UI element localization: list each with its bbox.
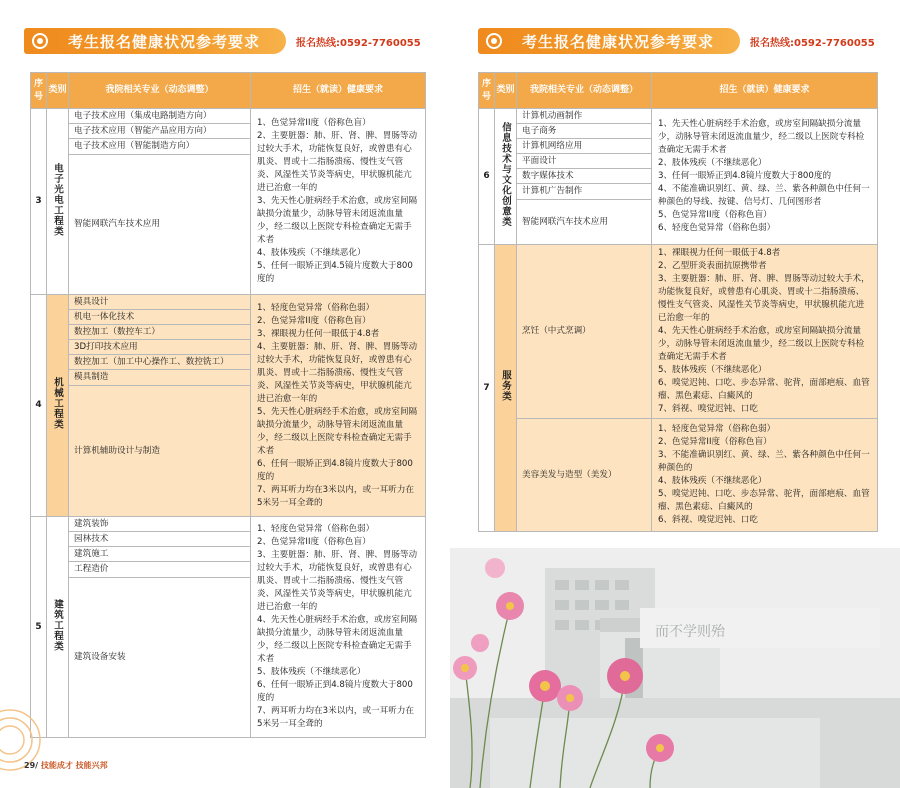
col-spec-header: 我院相关专业（动态调整） [517, 73, 652, 109]
spec-item: 模具设计 [69, 295, 250, 310]
row-category [495, 245, 517, 532]
spec-item: 模具制造 [74, 372, 109, 382]
circle-bullet-icon [32, 33, 48, 49]
spec-item: 美容美发与造型（美发） [517, 419, 652, 532]
signage-text: 而不学则殆 [655, 624, 725, 640]
requirement-text: 1、轻度色觉异常（俗称色弱） 2、色觉异常II度（俗称色盲） 3、不能准确识别红、黄、绿、兰、紫各种颜色中任何一种颜色的 4、肢体残疾（不继续恶化） 5、嗅觉迟钝、口吃、步态异常、驼背，面部疤痕、血管瘤、黑色素痣、白癜风的 6、斜视、嗅觉迟钝、口吃 [652, 419, 878, 532]
row-seq: 4 [31, 295, 47, 517]
category-label: 服务类 [500, 370, 511, 402]
spec-item: 智能网联汽车技术应用 [69, 155, 251, 295]
spec-item: 工程造价 [74, 564, 109, 574]
spec-item: 电子技术应用（集成电路制造方向） [69, 109, 250, 124]
spec-item: 机电一体化技术 [69, 310, 250, 325]
row-seq: 7 [479, 245, 495, 532]
spec-item: 平面设计 [517, 154, 651, 169]
row-seq: 3 [31, 109, 47, 295]
category-label: 信息技术与文化创意类 [500, 122, 511, 227]
col-seq-header: 序号 [479, 73, 495, 109]
table-row [31, 295, 426, 386]
requirement-text: 1、色觉异常II度（俗称色盲） 2、主要脏器：肺、肝、肾、脾、胃肠等动过较大手术，功能恢复良好，或曾患有心肌炎、胃或十二指肠溃疡、慢性支气管炎、风湿性关节炎等病史，甲状腺机能亢进已治愈一年的 3、先天性心脏病经手术治愈，或房室间隔缺损分流量少，动脉导管未闭返流血量少，经二级以上医院专科检查确定无需手术者 4、肢体残疾（不继续恶化） 5、任何一眼矫正到4.5镜片度数大于800度的 [251, 109, 426, 295]
col-req-header: 招生（就读）健康要求 [652, 73, 878, 109]
spec-item: 建筑施工 [69, 547, 250, 562]
category-label: 建筑工程类 [52, 598, 63, 652]
spec-item: 烹饪（中式烹调） [517, 245, 652, 419]
row-category [47, 295, 69, 517]
circle-bullet-icon [486, 33, 502, 49]
table-row [31, 517, 426, 578]
category-label: 电子光电工程类 [52, 162, 63, 237]
table-header-row [31, 73, 426, 109]
spec-item: 数控加工（加工中心操作工、数控铣工） [69, 355, 250, 370]
spec-item: 电子商务 [517, 124, 651, 139]
spec-item: 建筑设备安装 [69, 578, 251, 738]
hotline-text: 报名热线:0592-7760055 [750, 37, 875, 49]
footer [24, 760, 108, 771]
health-requirements-table [478, 72, 878, 532]
page-title: 考生报名健康状况参考要求 [68, 32, 261, 51]
row-seq: 6 [479, 109, 495, 245]
requirement-text: 1、轻度色觉异常（俗称色弱） 2、色觉异常II度（俗称色盲） 3、裸眼视力任何一眼低于4.8者 4、主要脏器：肺、肝、肾、脾、胃肠等动过较大手术，功能恢复良好，或曾患有心肌炎、胃或十二指肠溃疡、慢性支气管炎、风湿性关节炎等病史，甲状腺机能亢进已治愈一年的 5、先天性心脏病经手术治愈，或房室间隔缺损分流量少，动脉导管未闭返流血量少，经二级以上医院专科检查确定无需手术者 6、任何一眼矫正到4.8镜片度数大于800度的 7、两耳听力均在3米以内，或一耳听力在5米另一耳全聋的 [251, 295, 426, 517]
spec-item: 电子技术应用（智能制造方向） [74, 141, 195, 151]
right-header [478, 28, 875, 54]
col-req-header: 招生（就读）健康要求 [251, 73, 426, 109]
footer-slogan: 技能成才 技能兴邦 [40, 761, 108, 770]
table-row [31, 109, 426, 155]
table-row [479, 419, 878, 532]
col-cat-header: 类别 [495, 73, 517, 109]
title-bar [478, 28, 740, 54]
campus-flowers-photo [450, 548, 900, 788]
spec-item: 计算机广告制作 [522, 186, 583, 196]
col-cat-header: 类别 [47, 73, 69, 109]
hotline-text: 报名热线:0592-7760055 [296, 37, 421, 49]
spec-item: 智能网联汽车技术应用 [517, 200, 652, 245]
row-seq: 5 [31, 517, 47, 738]
spec-item: 数控加工（数控车工） [69, 325, 250, 340]
spec-item: 计算机辅助设计与制造 [69, 386, 251, 517]
page-number: 29/ [24, 761, 39, 770]
spec-list [69, 109, 251, 155]
health-requirements-table [30, 72, 426, 738]
row-category [47, 109, 69, 295]
spec-list [69, 517, 251, 578]
col-seq-header: 序号 [31, 73, 47, 109]
spec-item: 建筑装饰 [69, 517, 250, 532]
requirement-text: 1、轻度色觉异常（俗称色弱） 2、色觉异常II度（俗称色盲） 3、主要脏器：肺、肝、肾、脾、胃肠等动过较大手术，功能恢复良好，或曾患有心肌炎、胃或十二指肠溃疡、慢性支气管炎、风湿性关节炎等病史，甲状腺机能亢进已治愈一年的 4、先天性心脏病经手术治愈，或房室间隔缺损分流量少，动脉导管未闭返流血量少，经二级以上医院专科检查确定无需手术者 5、肢体残疾（不继续恶化） 6、任何一眼矫正到4.8镜片度数大于800度的 7、两耳听力均在3米以内，或一耳听力在5米另一耳全聋的 [251, 517, 426, 738]
spec-list [517, 109, 652, 200]
spec-item: 3D打印技术应用 [69, 340, 250, 355]
spec-item: 数字媒体技术 [517, 169, 651, 184]
requirement-text: 1、先天性心脏病经手术治愈，或房室间隔缺损分流量少，动脉导管未闭返流血量少，经二级以上医院专科检查确定无需手术者 2、肢体残疾（不继续恶化） 3、任何一眼矫正到4.8镜片度数大于800度的 4、不能准确识别红、黄、绿、兰、紫各种颜色中任何一种颜色的导线、按键、信号灯、几何图形者 5、色觉异常II度（俗称色盲） 6、轻度色觉异常（俗称色弱） [652, 109, 878, 245]
spec-item: 园林技术 [69, 532, 250, 547]
col-spec-header: 我院相关专业（动态调整） [69, 73, 251, 109]
category-label: 机械工程类 [52, 377, 63, 430]
row-category [495, 109, 517, 245]
left-header [24, 28, 421, 54]
spec-item: 电子技术应用（智能产品应用方向） [69, 124, 250, 139]
page-title: 考生报名健康状况参考要求 [522, 32, 715, 51]
table-row [479, 245, 878, 419]
title-bar [24, 28, 286, 54]
spec-item: 计算机动画制作 [517, 109, 651, 124]
spec-item: 计算机网络应用 [517, 139, 651, 154]
table-header-row [479, 73, 878, 109]
spec-list [69, 295, 251, 386]
table-row [479, 109, 878, 200]
requirement-text: 1、裸眼视力任何一眼低于4.8者 2、乙型肝炎表面抗原携带者 3、主要脏器：肺、肝、肾、脾、胃肠等动过较大手术，功能恢复良好，或曾患有心肌炎、胃或十二指肠溃疡、慢性支气管炎、风湿性关节炎等病史，甲状腺机能亢进已治愈一年的 4、先天性心脏病经手术治愈，或房室间隔缺损分流量少，动脉导管未闭返流血量少，经二级以上医院专科检查确定无需手术者 5、肢体残疾（不继续恶化） 6、嗅觉迟钝、口吃、步态异常、驼背，面部疤痕、血管瘤、黑色素痣、白癜风的 7、斜视、嗅觉迟钝、口吃 [652, 245, 878, 419]
